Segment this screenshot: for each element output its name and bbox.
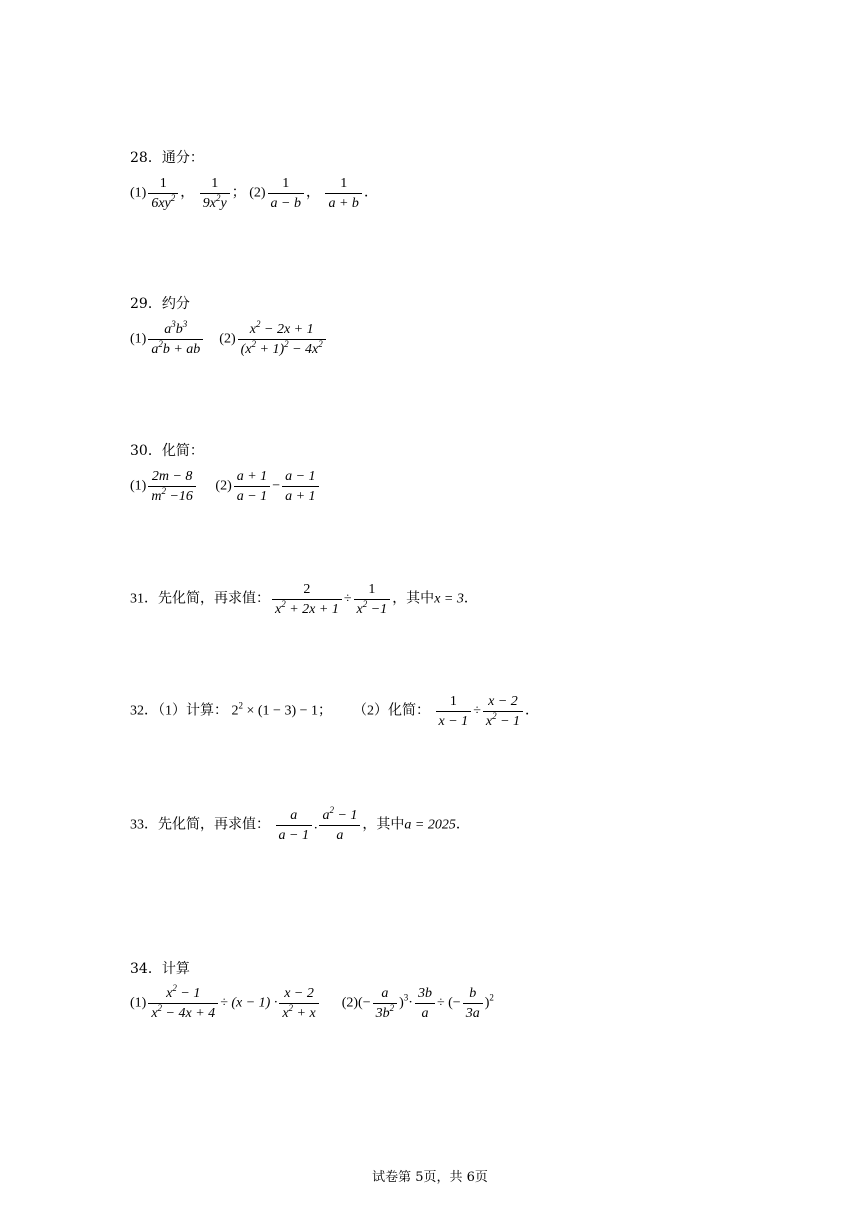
q30-frac-3: $\frac{a - 1}{a + 1}$	[282, 467, 318, 506]
q33-line: 33．先化简，再求值： $\frac{a}{a - 1}$ . $\frac{a^2 - 1}{a}$ ，其中a = 2025．	[130, 805, 470, 843]
q33-frac-1: $\frac{a}{a - 1}$	[276, 806, 312, 845]
q28-heading: 28．通分：	[130, 150, 204, 166]
q34-frac-2: $\frac{x - 2}{x^2 + x}$	[279, 984, 318, 1023]
q28-frac-3: $\frac{1}{a - b}$	[268, 174, 304, 213]
q30-heading: 30．化简：	[130, 443, 204, 459]
q33-frac-2: $\frac{a^2 - 1}{a}$	[319, 806, 360, 845]
q30-frac-2: $\frac{a + 1}{a - 1}$	[234, 467, 270, 506]
q34-frac-5: $\frac{b}{3a}$	[463, 984, 483, 1023]
q31-line: 31．先化简，再求值： $\frac{2}{x^2 + 2x + 1}$ ÷ $\frac{1}{x^2 -1}$ ，其中x = 3．	[130, 582, 478, 617]
q29-expression: (1) $\frac{a^3b^3}{a^2b + ab}$ (2) $\frac{x^2 - 2x + 1}{(x^2 + 1)^2 - 4x^2}$	[130, 320, 328, 359]
q29-frac-2: $\frac{x^2 - 2x + 1}{(x^2 + 1)^2 - 4x^2}$	[238, 320, 326, 359]
q32-line: 32．（1）计算： $2^2 \times (1 - 3) - 1$； （2）化简： $\frac{1}{x - 1}$ ÷ $\frac{x - 2}{x^2 - 1}$ ．	[130, 694, 540, 729]
q32-frac-2: $\frac{x - 2}{x^2 - 1}$	[483, 692, 523, 731]
q29-frac-1: $\frac{a^3b^3}{a^2b + ab}$	[148, 320, 203, 359]
q31-frac-2: $\frac{1}{x^2 -1}$	[354, 580, 391, 619]
q29-heading: 29．约分	[130, 296, 190, 312]
q34-expression: (1) $\frac{x^2 - 1}{x^2 - 4x + 4}$ ÷ (x − 1) · $\frac{x - 2}{x^2 + x}$ (2)(− $\frac{a}{3b^2}$ )$^3$· $\frac{3b}{a}$ ÷ (− $\frac{b}{3a}$ )$^2$	[130, 983, 494, 1021]
q34-heading: 34．计算	[130, 961, 190, 977]
q34-frac-1: $\frac{x^2 - 1}{x^2 - 4x + 4}$	[148, 984, 218, 1023]
q31-frac-1: $\frac{2}{x^2 + 2x + 1}$	[272, 580, 342, 619]
page-footer: 试卷第 5页，共 6页	[372, 1170, 488, 1185]
q28-expression: (1) $\frac{1}{6xy^2}$ ， $\frac{1}{9x^2y}$ ； (2) $\frac{1}{a - b}$ ， $\frac{1}{a + b}$ ．	[130, 176, 378, 211]
q34-frac-4: $\frac{3b}{a}$	[415, 984, 435, 1023]
q28-frac-1: $\frac{1}{6xy^2}$	[148, 174, 178, 213]
q28-frac-2: $\frac{1}{9x^2y}$	[200, 174, 230, 213]
q28-frac-4: $\frac{1}{a + b}$	[325, 174, 361, 213]
q34-frac-3: $\frac{a}{3b^2}$	[373, 984, 398, 1023]
q30-expression: (1) $\frac{2m - 8}{m^2 -16}$ (2) $\frac{a + 1}{a - 1}$ − $\frac{a - 1}{a + 1}$	[130, 467, 321, 506]
q32-frac-1: $\frac{1}{x - 1}$	[436, 692, 472, 731]
q30-frac-1: $\frac{2m - 8}{m^2 -16}$	[148, 467, 196, 506]
